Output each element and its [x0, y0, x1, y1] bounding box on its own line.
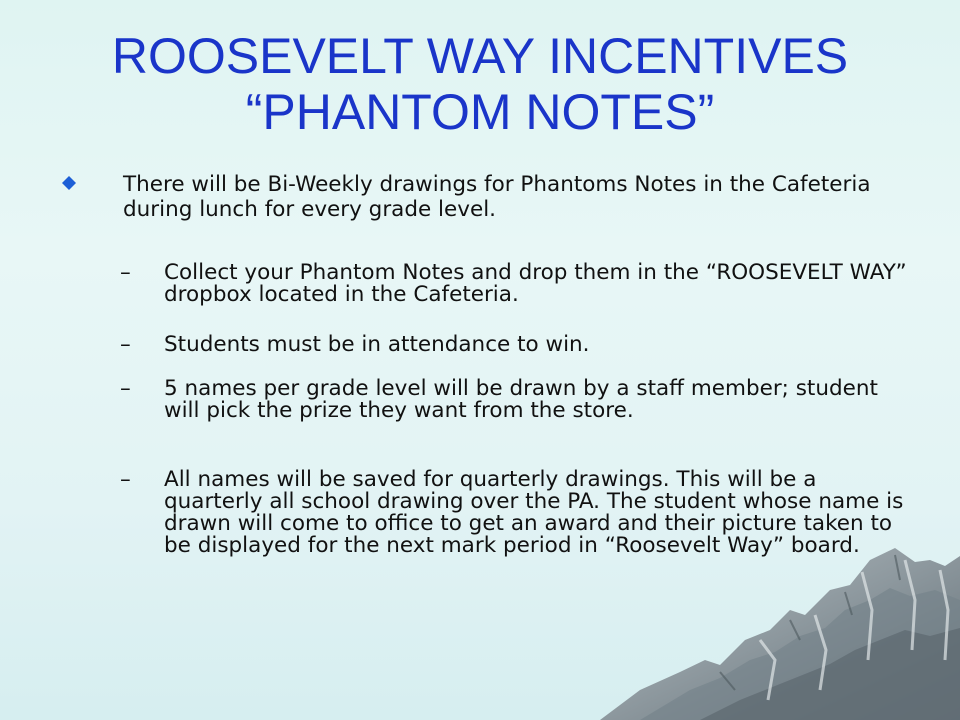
- title-line-2: “PHANTOM NOTES”: [245, 84, 715, 140]
- dash-marker: –: [120, 376, 131, 401]
- sub-bullet-text: Collect your Phantom Notes and drop them in the “ROOSEVELT WAY” dropbox located in the Cafeteria.: [164, 260, 907, 307]
- dash-marker: –: [120, 260, 131, 285]
- sub-bullet-text: 5 names per grade level will be drawn by a staff member; student will pick the prize they want from the store.: [164, 376, 878, 423]
- diamond-bullet-icon: [62, 176, 76, 190]
- sub-bullet-text: Students must be in attendance to win.: [164, 332, 590, 357]
- sub-bullet-text: All names will be saved for quarterly drawings. This will be a quarterly all school drawing over the PA. The student whose name is drawn will come to office to get an award and their picture taken to be displayed for the next mark period in “Roosevelt Way” board.: [164, 467, 904, 558]
- dash-marker: –: [120, 332, 131, 357]
- slide-title: [0, 28, 960, 140]
- dash-marker: –: [120, 467, 131, 492]
- main-bullet-text: There will be Bi-Weekly drawings for Phantoms Notes in the Cafeteria during lunch for every grade level.: [123, 172, 871, 222]
- title-line-1: ROOSEVELT WAY INCENTIVES: [111, 28, 849, 84]
